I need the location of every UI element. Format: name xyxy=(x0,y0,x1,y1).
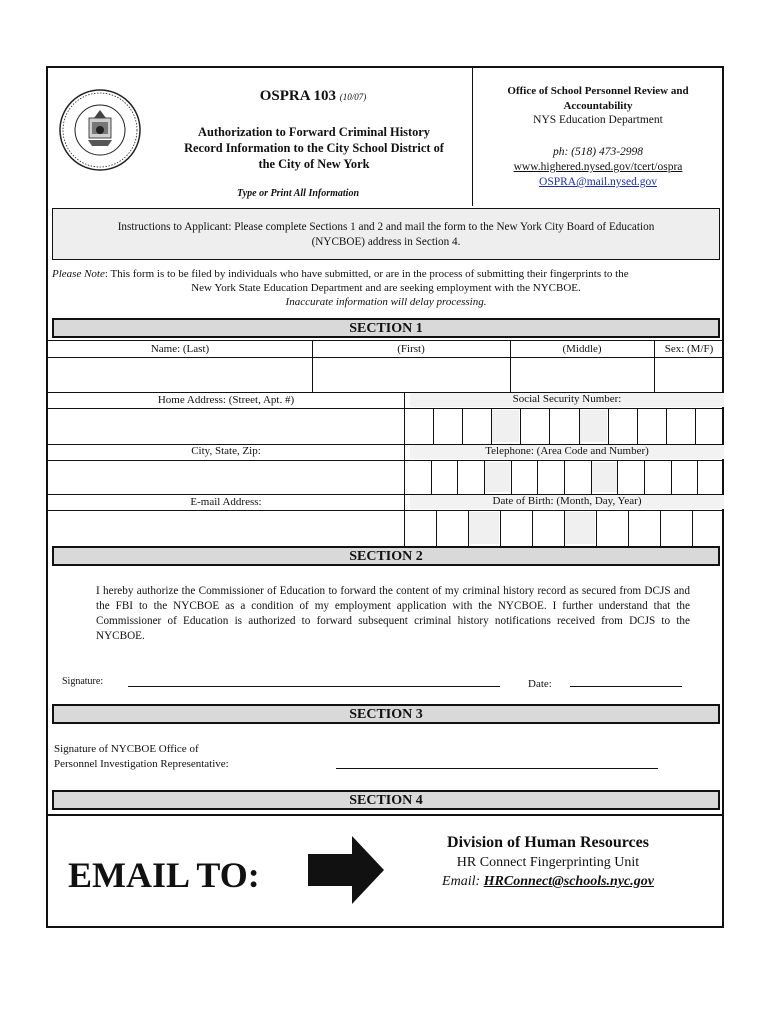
name-middle-field[interactable] xyxy=(512,359,652,390)
digit-box-divider xyxy=(549,408,550,444)
name-last-label: Name: (Last) xyxy=(150,343,210,355)
ssn-label: Social Security Number: xyxy=(410,393,724,407)
digit-box-divider xyxy=(436,510,437,546)
division-name: Division of Human Resources xyxy=(447,834,649,851)
section1-header: SECTION 1 xyxy=(52,318,720,338)
digit-box-divider xyxy=(596,510,597,546)
signature-line[interactable] xyxy=(128,672,500,687)
digit-box-divider xyxy=(660,510,661,546)
separator-box xyxy=(469,512,499,544)
ospra-email-link[interactable]: OSPRA@mail.nysed.gov xyxy=(539,176,657,188)
note-label: Please Note xyxy=(52,268,105,280)
instructions-box xyxy=(52,208,720,260)
rep-label-line1: Signature of NYCBOE Office of xyxy=(54,743,199,755)
telephone-label: Telephone: (Area Code and Number) xyxy=(410,445,724,459)
rep-signature-line[interactable] xyxy=(336,754,658,769)
digit-box-divider xyxy=(628,510,629,546)
subtitle-line1: Authorization to Forward Criminal History xyxy=(198,125,430,139)
sex-field[interactable] xyxy=(656,359,722,390)
hr-email xyxy=(428,874,668,890)
section4-header: SECTION 4 xyxy=(52,790,720,810)
nys-seal-icon xyxy=(58,88,142,172)
separator-box xyxy=(580,410,607,442)
divider xyxy=(510,340,511,392)
email-to-heading: EMAIL TO: xyxy=(68,855,260,895)
separator-box xyxy=(485,462,510,492)
signature-label: Signature: xyxy=(62,676,104,687)
nycboe-rep-label xyxy=(54,742,229,772)
instructions-line2: (NYCBOE) address in Section 4. xyxy=(311,236,461,248)
digit-box-divider xyxy=(564,460,565,494)
form-subtitle xyxy=(156,124,472,172)
phone: ph: (518) 473-2998 xyxy=(552,146,644,158)
please-note xyxy=(52,267,720,309)
separator-box xyxy=(492,410,519,442)
office-name xyxy=(472,84,724,114)
email-field[interactable] xyxy=(50,512,402,544)
website-link[interactable]: www.highered.nysed.gov/tcert/ospra xyxy=(513,161,683,173)
subtitle-line2: Record Information to the City School District of xyxy=(184,141,444,155)
digit-box-divider xyxy=(671,460,672,494)
dob-label: Date of Birth: (Month, Day, Year) xyxy=(410,495,724,509)
separator-box xyxy=(592,462,617,492)
digit-box-divider xyxy=(520,408,521,444)
note-line1: : This form is to be filed by individuals who have submitted, or are in the process of submitting their fingerprints to the xyxy=(104,268,629,280)
subtitle-line3: the City of New York xyxy=(258,157,370,171)
digit-box-divider xyxy=(431,460,432,494)
form-date: (10/07) xyxy=(339,92,367,102)
divider xyxy=(48,814,724,816)
digit-box-divider xyxy=(695,408,696,444)
email-label: E-mail Address: xyxy=(190,496,262,508)
ssn-field[interactable] xyxy=(404,408,724,444)
rep-label-line2: Personnel Investigation Representative: xyxy=(54,758,229,770)
hr-email-label: Email: xyxy=(442,874,484,889)
digit-box-divider xyxy=(617,460,618,494)
header-left xyxy=(48,68,473,206)
divider xyxy=(48,357,724,358)
header-right xyxy=(472,68,724,206)
name-first-field[interactable] xyxy=(314,359,508,390)
arrow-right-icon xyxy=(306,834,386,906)
dob-field[interactable] xyxy=(404,510,724,546)
office-line2: Accountability xyxy=(563,100,633,112)
digit-box-divider xyxy=(692,510,693,546)
separator-box xyxy=(565,512,595,544)
digit-box-divider xyxy=(637,408,638,444)
digit-box-divider xyxy=(462,408,463,444)
unit-name: HR Connect Fingerprinting Unit xyxy=(456,855,640,870)
department: NYS Education Department xyxy=(533,114,663,126)
digit-box-divider xyxy=(532,510,533,546)
name-last-field[interactable] xyxy=(50,359,310,390)
name-first-label: (First) xyxy=(397,343,425,355)
form-title xyxy=(198,88,428,105)
digit-box-divider xyxy=(644,460,645,494)
note-line3: Inaccurate information will delay processing. xyxy=(285,296,487,308)
home-address-field[interactable] xyxy=(50,410,402,442)
city-state-zip-field[interactable] xyxy=(50,462,402,494)
office-line1: Office of School Personnel Review and xyxy=(507,85,689,97)
authorization-paragraph: I hereby authorize the Commissioner of Education to forward the content of my criminal history record as secured from DCJS and the FBI to the NYCBOE as a condition of my employment application with the NYCBOE. I further understand that the Commissioner of Education is authorized to forward subsequent criminal history notifications received from DCJS to the NYCBOE. xyxy=(96,585,690,642)
divider xyxy=(48,340,724,341)
digit-box-divider xyxy=(433,408,434,444)
instructions-line1: Instructions to Applicant: Please complete Sections 1 and 2 and mail the form to the New York City Board of Education xyxy=(117,221,655,233)
sex-label: Sex: (M/F) xyxy=(664,343,714,355)
section3-header: SECTION 3 xyxy=(52,704,720,724)
home-address-label: Home Address: (Street, Apt. #) xyxy=(157,394,295,406)
digit-box-divider xyxy=(537,460,538,494)
digit-box-divider xyxy=(608,408,609,444)
date-line[interactable] xyxy=(570,672,682,687)
digit-box-divider xyxy=(666,408,667,444)
digit-box-divider xyxy=(511,460,512,494)
divider xyxy=(312,340,313,392)
date-label: Date: xyxy=(528,678,552,690)
city-state-zip-label: City, State, Zip: xyxy=(191,445,261,457)
type-or-print-note: Type or Print All Information xyxy=(236,188,360,199)
section2-header: SECTION 2 xyxy=(52,546,720,566)
form-code: OSPRA 103 xyxy=(259,88,336,104)
contact-block xyxy=(472,145,724,190)
hr-email-link[interactable]: HRConnect@schools.nyc.gov xyxy=(483,874,654,889)
telephone-field[interactable] xyxy=(404,460,724,494)
digit-box-divider xyxy=(697,460,698,494)
note-line2: New York State Education Department and are seeking employment with the NYCBOE. xyxy=(191,282,581,294)
form-frame xyxy=(46,66,724,928)
digit-box-divider xyxy=(500,510,501,546)
name-middle-label: (Middle) xyxy=(562,343,602,355)
divider xyxy=(654,340,655,392)
digit-box-divider xyxy=(457,460,458,494)
